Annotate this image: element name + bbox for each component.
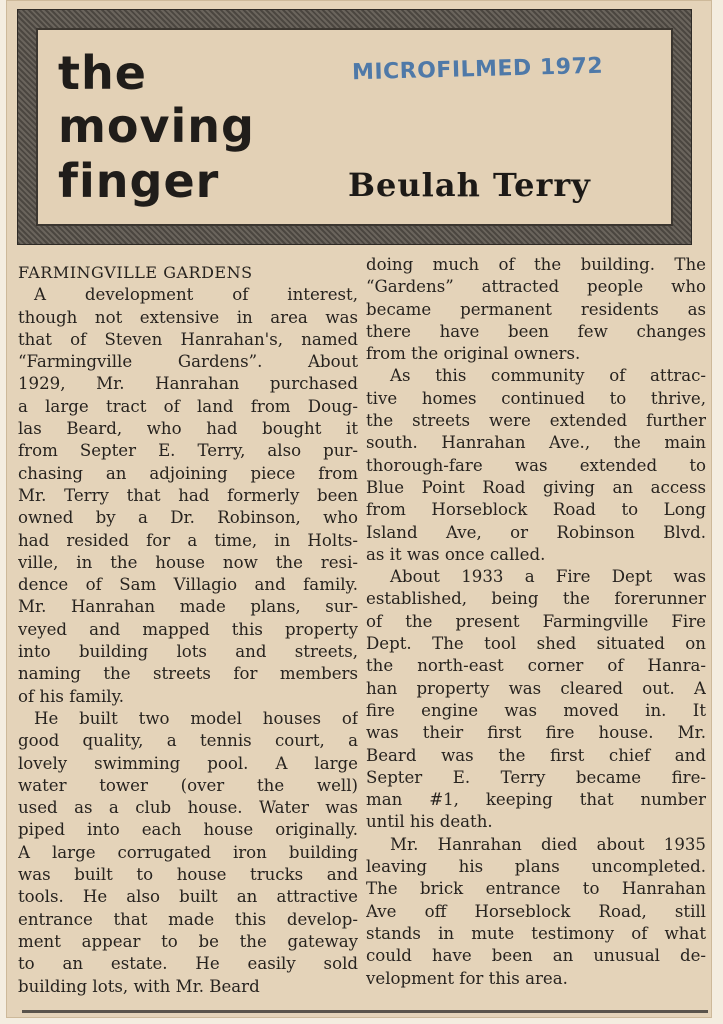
article-line: piped into each house originally. — [18, 820, 358, 840]
article-line: leaving his plans uncompleted. — [366, 857, 706, 877]
author-byline: Beulah Terry — [348, 166, 591, 204]
article-right-column — [366, 254, 706, 990]
article-line: Mr. Terry that had formerly been — [18, 485, 358, 505]
article-line: established, being the forerunner — [366, 589, 706, 609]
article-line: tive homes continued to thrive, — [366, 388, 706, 408]
article-line: tools. He also built an attractive — [18, 887, 358, 907]
article-line: was built to house trucks and — [18, 865, 358, 885]
article-line: Beard was the first chief and — [366, 745, 706, 765]
article-left-column — [18, 262, 358, 998]
article-line: man #1, keeping that number — [366, 790, 706, 810]
article-line: into building lots and streets, — [18, 642, 358, 662]
article-line: of the present Farmingville Fire — [366, 611, 706, 631]
article-line: the north-east corner of Hanra- — [366, 656, 706, 676]
article-line: to an estate. He easily sold — [18, 954, 358, 974]
article-line: thorough-fare was extended to — [366, 455, 706, 475]
article-line: About 1933 a Fire Dept was — [390, 567, 706, 587]
column-title-line-1: the — [58, 46, 147, 100]
article-line: used as a club house. Water was — [18, 798, 358, 818]
article-line: as it was once called. — [366, 544, 546, 564]
article-line: Septer E. Terry became fire- — [366, 767, 706, 787]
article-line: could have been an unusual de- — [366, 946, 706, 966]
article-line: owned by a Dr. Robinson, who — [18, 508, 358, 528]
column-title-line-2: moving — [58, 99, 255, 153]
article-line: entrance that made this develop- — [18, 909, 358, 929]
article-line: fire engine was moved in. It — [366, 700, 706, 720]
article-line: 1929, Mr. Hanrahan purchased — [18, 374, 358, 394]
article-line: velopment for this area. — [366, 968, 568, 988]
article-line: las Beard, who had bought it — [18, 419, 358, 439]
article-line: from the original owners. — [366, 344, 581, 364]
article-line: Blue Point Road giving an access — [366, 477, 706, 497]
article-line: A large corrugated iron building — [18, 842, 358, 862]
article-line: though not extensive in area was — [18, 307, 358, 327]
article-line: lovely swimming pool. A large — [18, 753, 358, 773]
article-line: Ave off Horseblock Road, still — [366, 901, 706, 921]
article-line: “Farmingville Gardens”. About — [18, 352, 358, 372]
article-line: doing much of the building. The — [366, 255, 706, 274]
article-line: The brick entrance to Hanrahan — [366, 879, 706, 899]
article-line: south. Hanrahan Ave., the main — [366, 433, 706, 453]
article-line: As this community of attrac- — [390, 366, 706, 386]
article-line: from Septer E. Terry, also pur- — [18, 441, 358, 461]
article-line: dence of Sam Villagio and family. — [18, 575, 358, 595]
article-line: water tower (over the well) — [18, 775, 358, 795]
article-line: the streets were extended further — [366, 411, 706, 431]
article-line: naming the streets for members — [18, 664, 358, 684]
article-line: ville, in the house now the resi- — [18, 552, 358, 572]
article-line: was their first fire house. Mr. — [366, 723, 706, 743]
article-line: had resided for a time, in Holts- — [18, 530, 358, 550]
column-title-line-3: finger — [58, 154, 220, 208]
bottom-rule — [22, 1010, 708, 1013]
article-line: He built two model houses of — [34, 708, 358, 728]
article-line: han property was cleared out. A — [366, 678, 706, 698]
article-line: building lots, with Mr. Beard — [18, 976, 260, 996]
article-line: until his death. — [366, 812, 493, 832]
article-line: of his family. — [18, 686, 125, 706]
article-line: chasing an adjoining piece from — [18, 463, 358, 483]
article-line: there have been few changes — [366, 321, 706, 341]
article-line: good quality, a tennis court, a — [18, 731, 358, 751]
article-line: ment appear to be the gateway — [18, 931, 358, 951]
article-line: Mr. Hanrahan died about 1935 — [390, 834, 706, 854]
article-line: Mr. Hanrahan made plans, sur- — [18, 597, 358, 617]
microfilmed-stamp: MICROFILMED 1972 — [351, 53, 604, 86]
article-line: Island Ave, or Robinson Blvd. — [366, 522, 706, 542]
article-line: “Gardens” attracted people who — [366, 277, 706, 297]
article-line: Dept. The tool shed situated on — [366, 634, 706, 654]
article-line: a large tract of land from Doug- — [18, 396, 358, 416]
article-line: veyed and mapped this property — [18, 619, 358, 639]
article-line: that of Steven Hanrahan's, named — [18, 329, 358, 349]
article-line: became permanent residents as — [366, 299, 706, 319]
article-line: stands in mute testimony of what — [366, 923, 706, 943]
article-line: A development of interest, — [34, 285, 358, 305]
article-line: from Horseblock Road to Long — [366, 500, 706, 520]
article-headline: FARMINGVILLE GARDENS — [18, 263, 253, 282]
